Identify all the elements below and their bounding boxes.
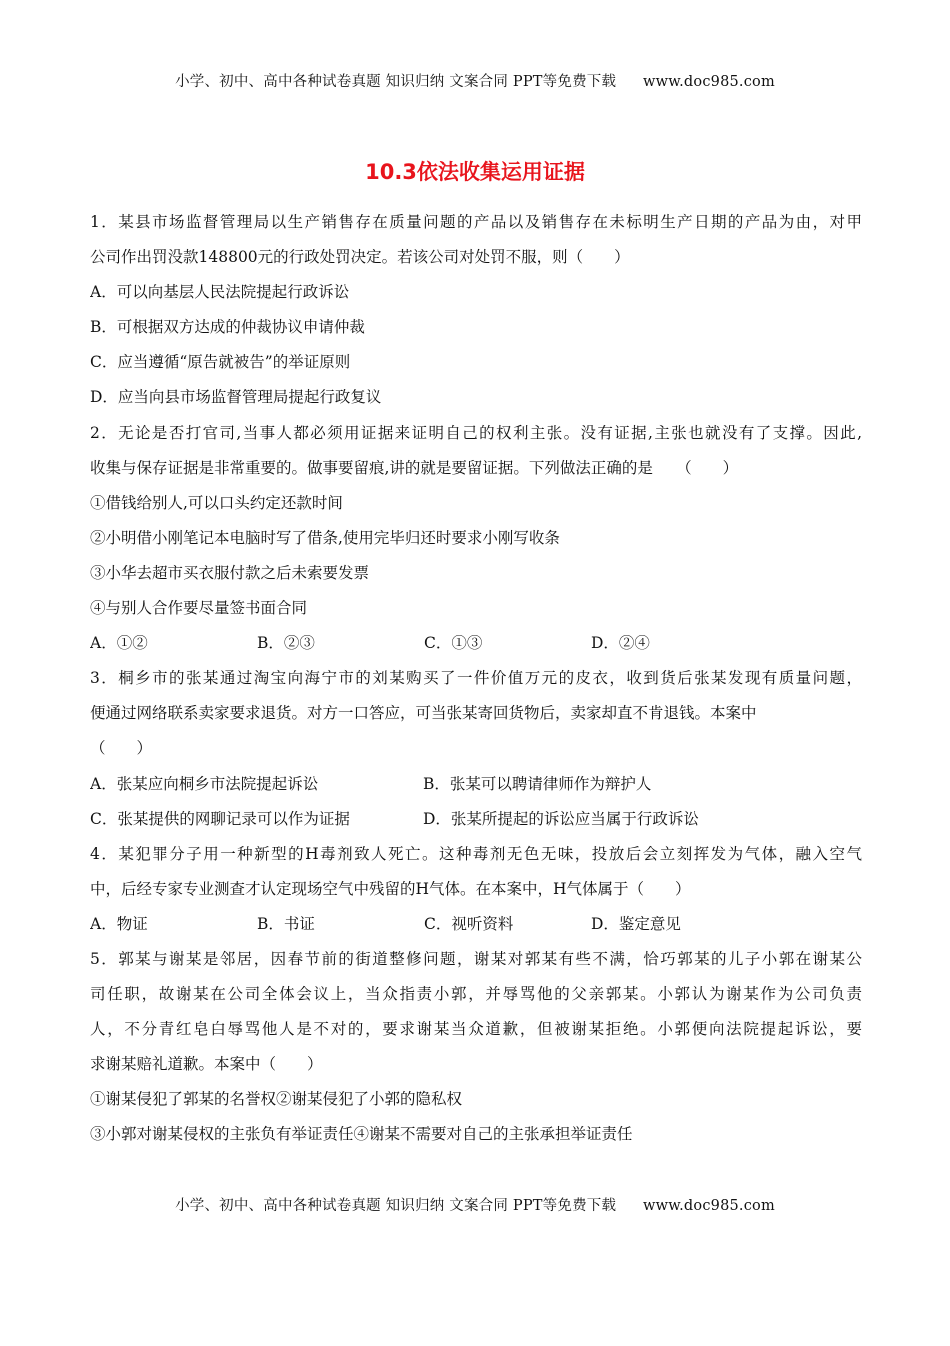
- q4-option-d: D．鉴定意见: [591, 914, 681, 933]
- q3-stem-line-3: （ ）: [90, 739, 153, 758]
- q2-statement-2: ②小明借小刚笔记本电脑时写了借条,使用完毕归还时要求小刚写收条: [90, 528, 560, 547]
- q1-stem-line-1: 1．某县市场监督管理局以生产销售存在质量问题的产品以及销售存在未标明生产日期的产品为由，对甲: [90, 213, 862, 231]
- q1-option-b: B．可根据双方达成的仲裁协议申请仲裁: [90, 318, 365, 337]
- q2-option-c: C．①③: [424, 634, 483, 653]
- page-footer: [0, 1194, 950, 1215]
- q1-option-d: D．应当向县市场监督管理局提起行政复议: [90, 388, 382, 407]
- q5-statement-2: ③小郭对谢某侵权的主张负有举证责任④谢某不需要对自己的主张承担举证责任: [90, 1125, 633, 1144]
- q2-stem-line-2: 收集与保存证据是非常重要的。做事要留痕,讲的就是要留证据。下列做法正确的是 （ ）: [90, 458, 739, 477]
- page-title: 10.3依法收集运用证据: [365, 160, 585, 184]
- q3-options-row-1: [90, 767, 862, 802]
- q1-option-c: C．应当遵循“原告就被告”的举证原则: [90, 353, 351, 372]
- q5-stem-line-4: 求谢某赔礼道歉。本案中（ ）: [90, 1055, 323, 1074]
- q5-statement-1: ①谢某侵犯了郭某的名誉权②谢某侵犯了小郭的隐私权: [90, 1090, 463, 1109]
- q4-option-c: C．视听资料: [424, 914, 514, 933]
- q2-option-b: B．②③: [257, 634, 315, 653]
- header-url[interactable]: www.doc985.com: [642, 74, 775, 90]
- q3-option-d: D．张某所提起的诉讼应当属于行政诉讼: [423, 809, 699, 828]
- q4-stem-line-1: 4．某犯罪分子用一种新型的H毒剂致人死亡。这种毒剂无色无味，投放后会立刻挥发为气体，融入空气: [90, 844, 862, 863]
- q5-stem-line-1: 5．郭某与谢某是邻居，因春节前的街道整修问题，谢某对郭某有些不满，恰巧郭某的儿子小郭在谢某公: [90, 949, 862, 968]
- q4-stem-line-2: 中，后经专家专业测查才认定现场空气中残留的H气体。在本案中，H气体属于（ ）: [90, 879, 691, 898]
- q3-option-c: C．张某提供的网聊记录可以作为证据: [90, 809, 350, 828]
- question-list: [90, 205, 862, 1153]
- q2-statement-3: ③小华去超市买衣服付款之后未索要发票: [90, 563, 370, 582]
- q3-stem-line-2: 便通过网络联系卖家要求退货。对方一口答应，可当张某寄回货物后，卖家却直不肯退钱。本案中: [90, 704, 757, 723]
- q3-options-row-2: [90, 802, 862, 837]
- q4-options: [90, 907, 862, 942]
- footer-url[interactable]: www.doc985.com: [642, 1198, 775, 1214]
- q2-option-a: A．①②: [90, 634, 148, 653]
- q1-option-a: A．可以向基层人民法院提起行政诉讼: [90, 283, 350, 302]
- q3-option-b: B．张某可以聘请律师作为辩护人: [423, 774, 652, 793]
- q2-statement-1: ①借钱给别人,可以口头约定还款时间: [90, 493, 343, 512]
- page-header: [0, 70, 950, 91]
- q2-option-d: D．②④: [591, 634, 650, 653]
- q5-stem-line-3: 人，不分青红皂白辱骂他人是不对的，要求谢某当众道歉，但被谢某拒绝。小郭便向法院提起诉讼，要: [90, 1020, 862, 1039]
- q4-option-a: A．物证: [90, 914, 148, 933]
- q3-stem-line-1: 3．桐乡市的张某通过淘宝向海宁市的刘某购买了一件价值万元的皮衣，收到货后张某发现有质量问题，: [90, 669, 862, 688]
- q4-option-b: B．书证: [257, 914, 315, 933]
- header-text: 小学、初中、高中各种试卷真题 知识归纳 文案合同 PPT等免费下载: [175, 74, 617, 90]
- q2-stem-line-1: 2．无论是否打官司,当事人都必须用证据来证明自己的权利主张。没有证据,主张也就没有了支撑。因此,: [90, 423, 862, 442]
- q2-statement-4: ④与别人合作要尽量签书面合同: [90, 599, 308, 618]
- q1-stem-line-2: 公司作出罚没款148800元的行政处罚决定。若该公司对处罚不服，则（ ）: [90, 248, 630, 267]
- q2-options: [90, 626, 862, 661]
- q5-stem-line-2: 司任职，故谢某在公司全体会议上，当众指责小郭，并辱骂他的父亲郭某。小郭认为谢某作为公司负责: [90, 985, 862, 1004]
- q3-option-a: A．张某应向桐乡市法院提起诉讼: [90, 774, 319, 793]
- footer-text: 小学、初中、高中各种试卷真题 知识归纳 文案合同 PPT等免费下载: [175, 1198, 617, 1214]
